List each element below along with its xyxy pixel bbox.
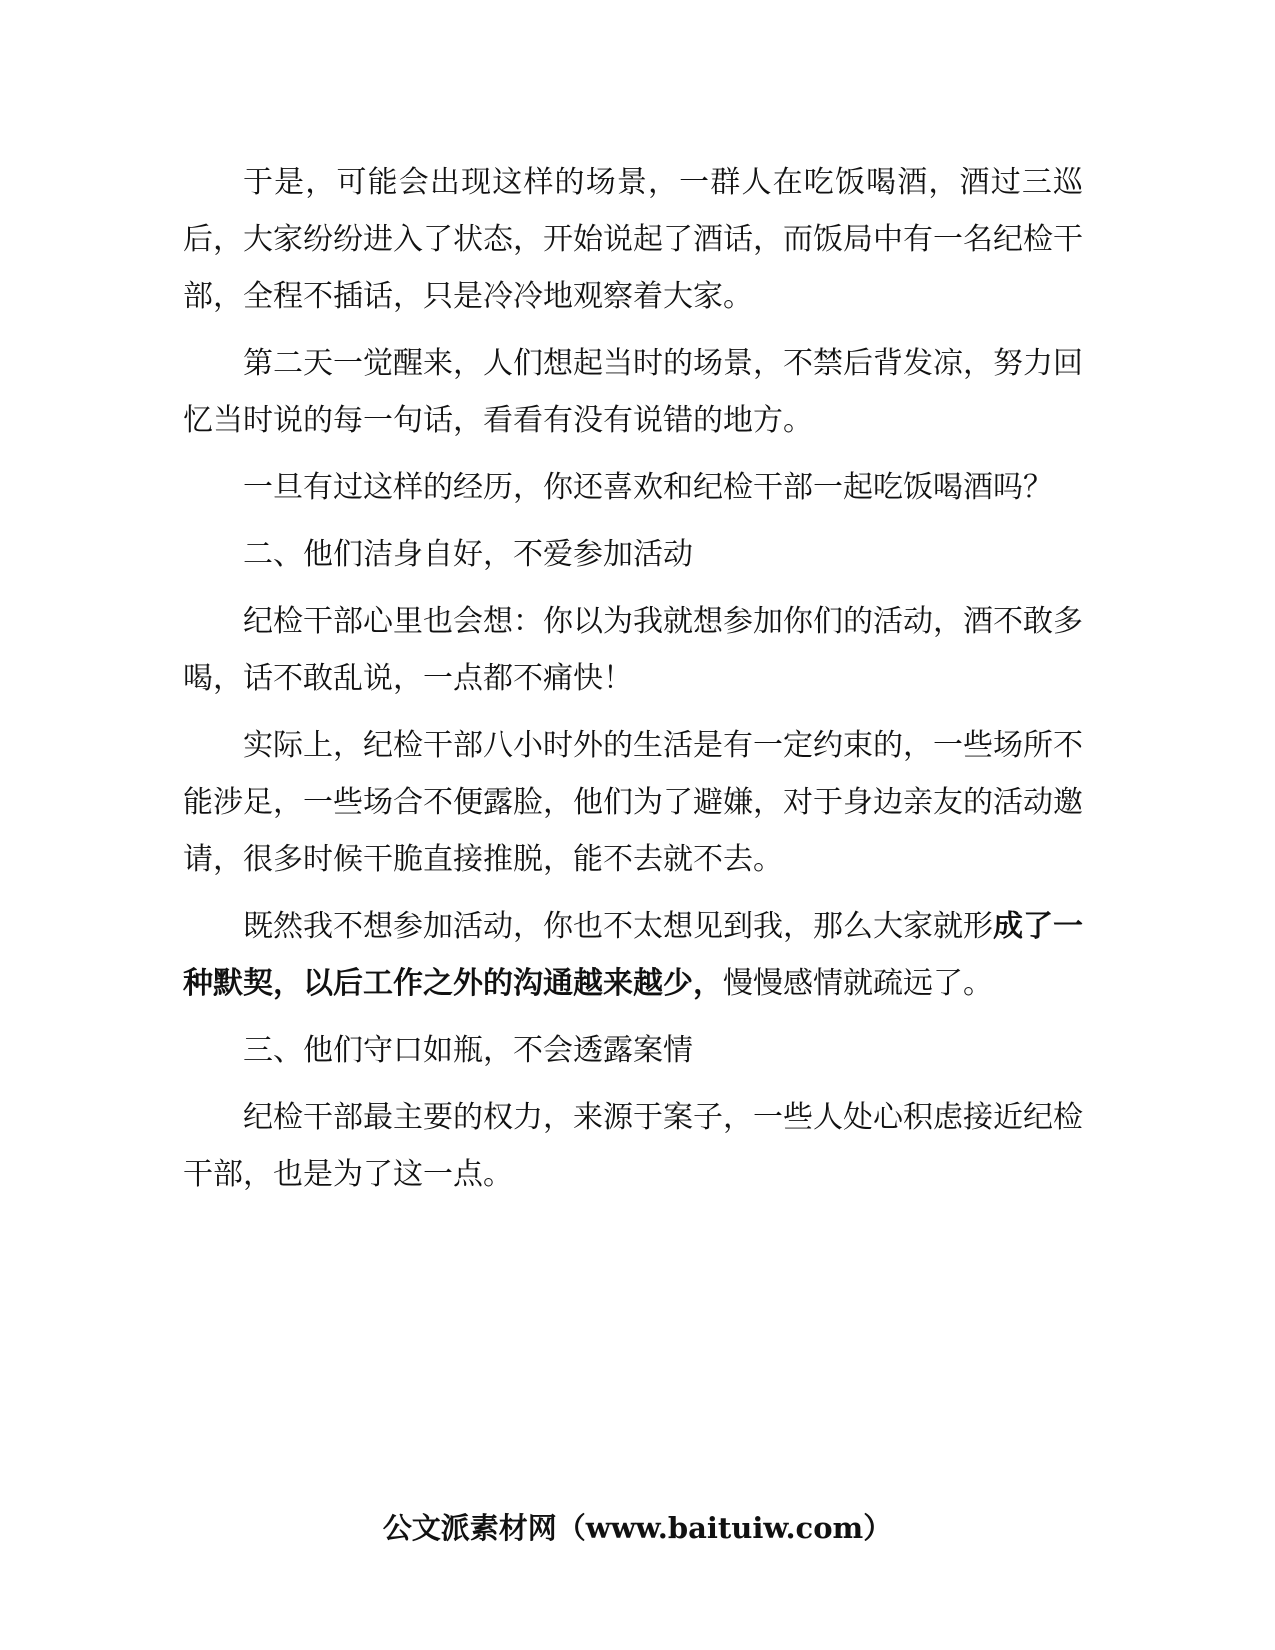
document-body	[183, 154, 1083, 1213]
paragraph-4: 纪检干部心里也会想：你以为我就想参加你们的活动，酒不敢多喝，话不敢乱说，一点都不痛快！	[183, 604, 1083, 696]
paragraph-5: 实际上，纪检干部八小时外的生活是有一定约束的，一些场所不能涉足，一些场合不便露脸，他们为了避嫌，对于身边亲友的活动邀请，很多时候干脆直接推脱，能不去就不去。	[183, 728, 1083, 877]
footer-watermark-text: 公文派素材网（www.baituiw.com）	[382, 1511, 893, 1545]
paragraph-7: 纪检干部最主要的权力，来源于案子，一些人处心积虑接近纪检干部，也是为了这一点。	[183, 1100, 1083, 1192]
paragraph-1: 于是，可能会出现这样的场景，一群人在吃饭喝酒，酒过三巡后，大家纷纷进入了状态，开始说起了酒话，而饭局中有一名纪检干部，全程不插话，只是冷冷地观察着大家。	[183, 165, 1083, 314]
paragraph-6	[183, 898, 1083, 1012]
paragraph-6-part-3: 慢慢感情就疏远了。	[723, 966, 993, 1001]
paragraph-6-part-1: 既然我不想参加活动，你也不太想见到我，那么大家就形	[243, 909, 993, 944]
paragraph-6-bold-run: 成了一种默契，以后工作之外的沟通越来越少，	[183, 909, 1083, 1001]
paragraph-2: 第二天一觉醒来，人们想起当时的场景，不禁后背发凉，努力回忆当时说的每一句话，看看有没有说错的地方。	[183, 346, 1083, 438]
section-heading-2: 二、他们洁身自好，不爱参加活动	[243, 537, 693, 572]
paragraph-3: 一旦有过这样的经历，你还喜欢和纪检干部一起吃饭喝酒吗？	[243, 470, 1053, 505]
section-heading-3: 三、他们守口如瓶，不会透露案情	[243, 1033, 693, 1068]
